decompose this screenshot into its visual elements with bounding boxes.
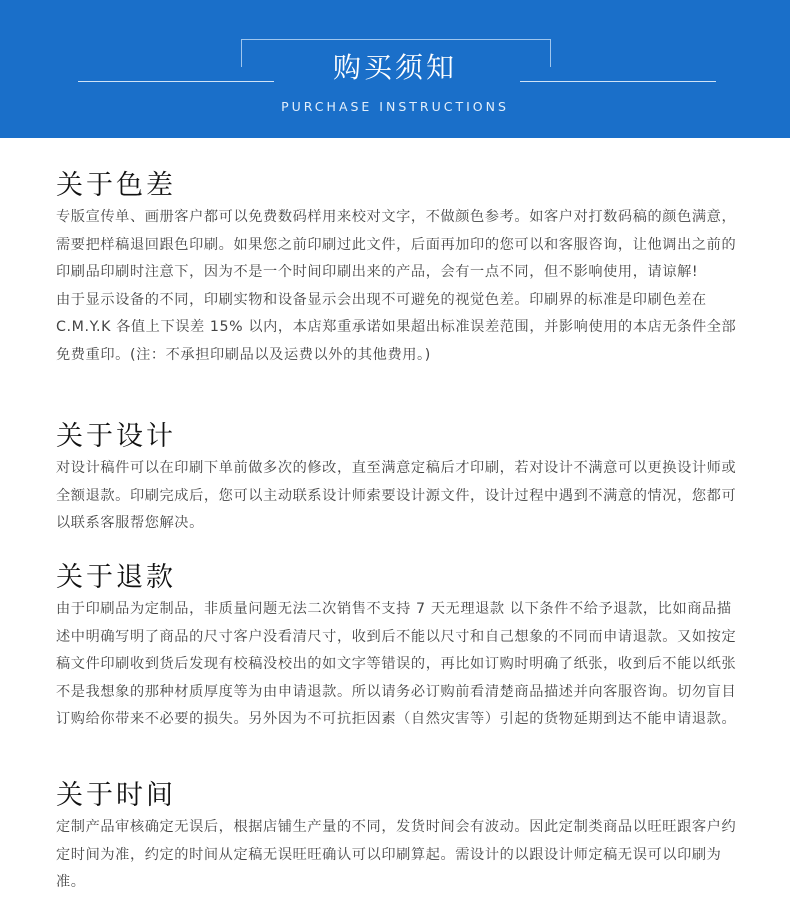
section-paragraph: 对设计稿件可以在印刷下单前做多次的修改，直至满意定稿后才印刷，若对设计不满意可以更换设计师或全额退款。印刷完成后，您可以主动联系设计师索要设计源文件，设计过程中遇到不满意的情况，您都可以联系客服帮您解决。 xyxy=(56,460,737,532)
section-paragraph: 由于印刷品为定制品，非质量问题无法二次销售不支持 7 天无理退款 以下条件不给予退款，比如商品描述中明确写明了商品的尺寸客户没看清尺寸，收到后不能以尺寸和自己想象的不同而申请退款。又如按定稿文件印刷收到货后发现有校稿没校出的如文字等错误的，再比如订购时明确了纸张，收到后不能以纸张不是我想象的那种材质厚度等为由申请退款。所以请务必订购前看清楚商品描述并向客服咨询。切勿盲目订购给你带来不必要的损失。另外因为不可抗拒因素（自然灾害等）引起的货物延期到达不能申请退款。 xyxy=(56,601,737,728)
section-paragraph: 由于显示设备的不同，印刷实物和设备显示会出现不可避免的视觉色差。印刷界的标准是印刷色差在 C.M.Y.K 各值上下误差 15% 以内，本店郑重承诺如果超出标准误差范围，并影响使用的本店无条件全部免费重印。(注：不承担印刷品以及运费以外的其他费用。) xyxy=(56,291,737,363)
section-heading: 关于时间 xyxy=(56,780,176,811)
section-heading: 关于色差 xyxy=(56,170,176,201)
header-banner xyxy=(0,0,790,138)
section-design xyxy=(56,419,746,538)
banner-title: 购买须知 xyxy=(332,51,457,84)
section-paragraph: 专版宣传单、画册客户都可以免费数码样用来校对文字，不做颜色参考。如客户对打数码稿的颜色满意，需要把样稿退回跟色印刷。如果您之前印刷过此文件，后面再加印的您可以和客服咨询，让他调出之前的印刷品印刷时注意下，因为不是一个时间印刷出来的产品，会有一点不同，但不影响使用，请谅解! xyxy=(56,209,737,281)
section-time xyxy=(56,778,746,897)
section-paragraph: 定制产品审核确定无误后，根据店铺生产量的不同，发货时间会有波动。因此定制类商品以旺旺跟客户约定时间为准，约定的时间从定稿无误旺旺确认可以印刷算起。需设计的以跟设计师定稿无误可以印刷为准。 xyxy=(56,819,737,891)
section-heading: 关于退款 xyxy=(56,562,176,593)
section-heading: 关于设计 xyxy=(56,421,176,452)
section-color-difference xyxy=(56,168,746,370)
section-refund xyxy=(56,560,746,734)
banner-subtitle: PURCHASE INSTRUCTIONS xyxy=(281,99,509,114)
